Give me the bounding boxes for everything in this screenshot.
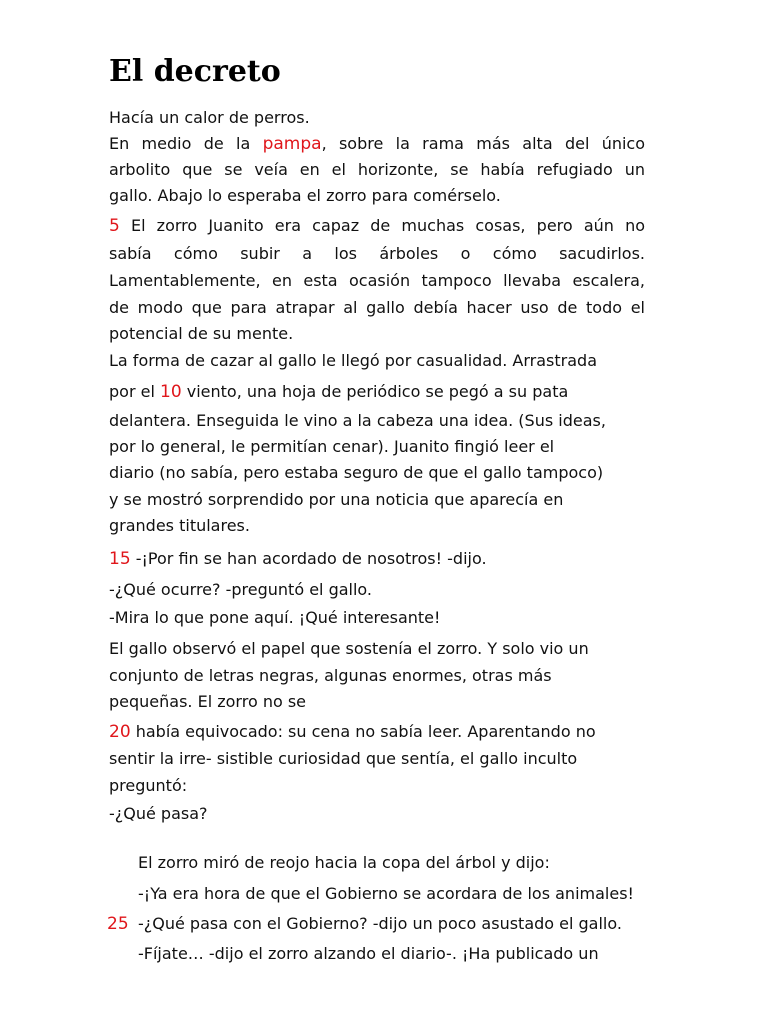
- text-line: conjunto de letras negras, algunas enormes, otras más: [109, 666, 552, 685]
- text-line: sentir la irre- sistible curiosidad que sentía, el gallo inculto: [109, 749, 578, 768]
- line-number: 10: [160, 382, 182, 402]
- text-line: gallo. Abajo lo esperaba el zorro para comérselo.: [109, 186, 501, 205]
- text-line: pequeñas. El zorro no se: [109, 692, 307, 711]
- text-fragment: había equivocado: su cena no sabía leer. Aparentando no: [135, 722, 596, 741]
- text-fragment: En medio de la: [109, 134, 251, 153]
- text-line: -Fíjate… -dijo el zorro alzando el diario-. ¡Ha publicado un: [138, 944, 599, 963]
- line-number: 15: [109, 549, 131, 569]
- text-line: arbolito que se veía en el horizonte, se había refugiado un: [109, 160, 645, 179]
- text-line: Lamentablemente, en esta ocasión tampoco llevaba escalera,: [109, 271, 645, 290]
- text-line: [109, 213, 645, 239]
- text-fragment: , sobre la rama más alta del único: [321, 134, 646, 153]
- text-line: por lo general, le permitían cenar). Juanito fingió leer el: [109, 437, 555, 456]
- text-fragment: por el: [109, 382, 155, 401]
- text-line: -¡Ya era hora de que el Gobierno se acordara de los animales!: [138, 884, 634, 903]
- text-line: [109, 719, 645, 745]
- text-line: Hacía un calor de perros.: [109, 108, 310, 127]
- text-line: -¿Qué pasa con el Gobierno? -dijo un poco asustado el gallo.: [138, 914, 622, 933]
- text-line: delantera. Enseguida le vino a la cabeza una idea. (Sus ideas,: [109, 411, 606, 430]
- text-line: preguntó:: [109, 776, 188, 795]
- text-line: y se mostró sorprendido por una noticia que aparecía en: [109, 490, 564, 509]
- highlighted-word: pampa: [262, 134, 322, 154]
- text-line: -¿Qué pasa?: [109, 804, 208, 823]
- text-line: diario (no sabía, pero estaba seguro de que el gallo tampoco): [109, 463, 604, 482]
- text-line: -¿Qué ocurre? -preguntó el gallo.: [109, 580, 373, 599]
- line-number: 20: [109, 722, 131, 742]
- line-number: 25: [107, 914, 129, 934]
- text-line: de modo que para atrapar al gallo debía hacer uso de todo el: [109, 298, 645, 317]
- text-line: grandes titulares.: [109, 516, 250, 535]
- text-line: El zorro miró de reojo hacia la copa del árbol y dijo:: [138, 853, 550, 872]
- text-line: sabía cómo subir a los árboles o cómo sacudirlos.: [109, 244, 645, 263]
- line-number: 5: [109, 216, 120, 236]
- text-line: potencial de su mente.: [109, 324, 294, 343]
- text-line: [109, 131, 645, 157]
- text-line: La forma de cazar al gallo le llegó por casualidad. Arrastrada: [109, 351, 598, 370]
- text-line: [109, 546, 645, 572]
- page-title: El decreto: [109, 54, 281, 89]
- text-line: [109, 379, 645, 405]
- text-fragment: El zorro Juanito era capaz de muchas cosas, pero aún no: [130, 216, 645, 235]
- text-line: -Mira lo que pone aquí. ¡Qué interesante!: [109, 608, 441, 627]
- text-fragment: -¡Por fin se han acordado de nosotros! -dijo.: [135, 549, 487, 568]
- text-line: El gallo observó el papel que sostenía el zorro. Y solo vio un: [109, 639, 589, 658]
- text-fragment: viento, una hoja de periódico se pegó a su pata: [186, 382, 569, 401]
